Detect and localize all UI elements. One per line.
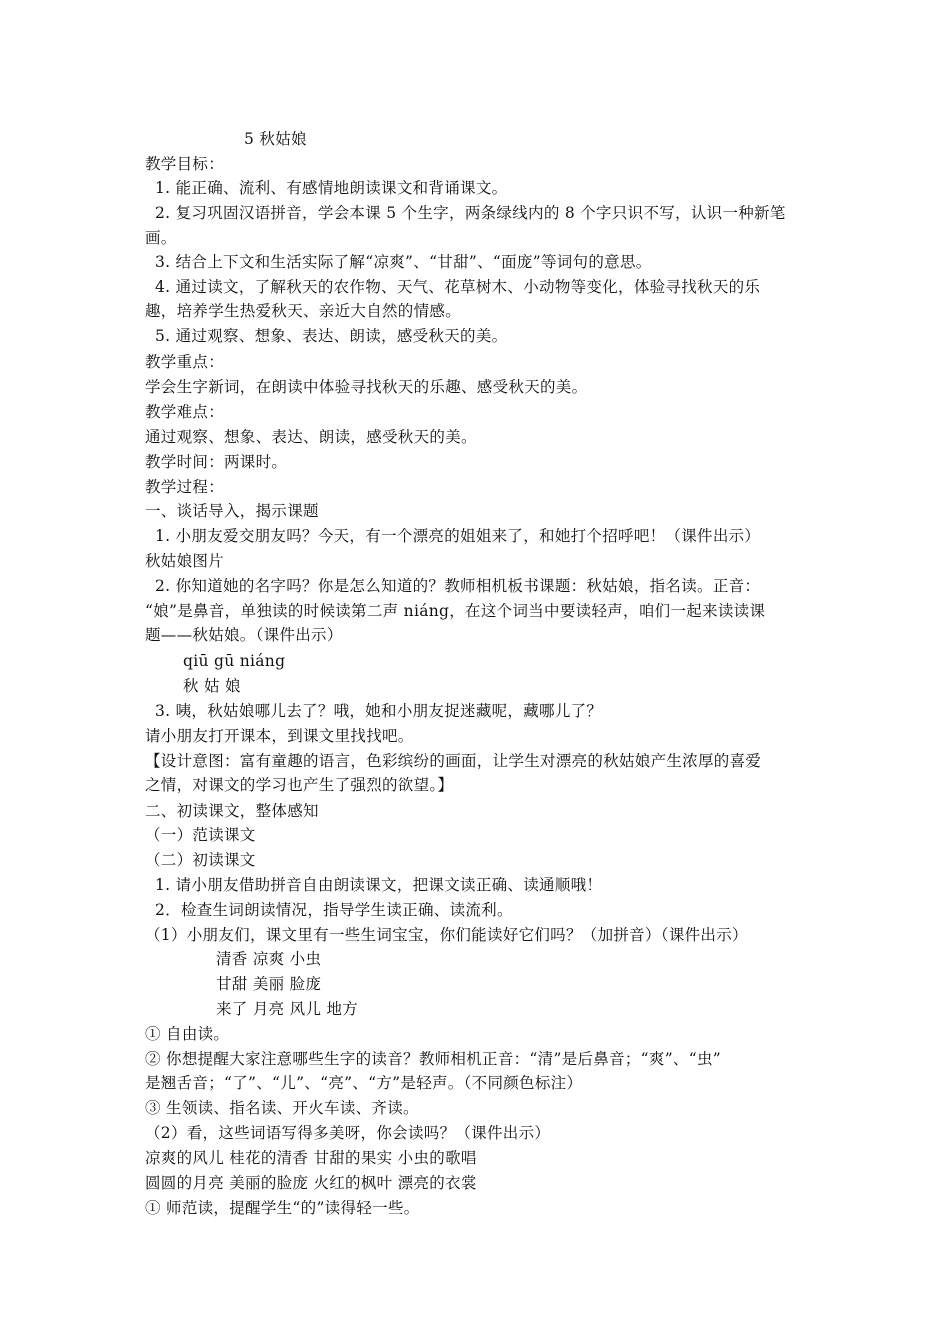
text-line: 秋姑娘图片 [145, 552, 225, 570]
text-line: 3. 咦，秋姑娘哪儿去了？哦，她和小朋友捉迷藏呢，藏哪儿了？ [155, 702, 603, 720]
text-line: 凉爽的风儿 桂花的清香 甘甜的果实 小虫的歌唱 [145, 1149, 477, 1167]
text-line: 2. 复习巩固汉语拼音，学会本课 5 个生字，两条绿线内的 8 个字只识不写，认识一种新笔 [155, 204, 786, 222]
text-line: 1. 能正确、流利、有感情地朗读课文和背诵课文。 [155, 179, 508, 197]
text-line: （2）看，这些词语写得多美呀，你会读吗？（课件出示） [145, 1124, 551, 1142]
text-line: 通过观察、想象、表达、朗读，感受秋天的美。 [145, 428, 477, 446]
text-line: （一）范读课文 [145, 826, 256, 844]
text-line: 圆圆的月亮 美丽的脸庞 火红的枫叶 漂亮的衣裳 [145, 1174, 477, 1192]
text-line: 2．检查生词朗读情况，指导学生读正确、读流利。 [155, 901, 513, 919]
text-line: 学会生字新词，在朗读中体验寻找秋天的乐趣、感受秋天的美。 [145, 378, 588, 396]
text-line: 题——秋姑娘。（课件出示） [145, 626, 343, 644]
text-line: 3. 结合上下文和生活实际了解“凉爽”、“甘甜”、“面庞”等词句的意思。 [155, 253, 652, 271]
text-line: 教学重点： [145, 353, 225, 371]
text-line: ③ 生领读、指名读、开火车读、齐读。 [145, 1099, 419, 1117]
text-line: 趣，培养学生热爱秋天、亲近大自然的情感。 [145, 302, 462, 320]
text-line: 甘甜 美丽 脸庞 [216, 975, 322, 993]
text-line: 1. 小朋友爱交朋友吗？今天，有一个漂亮的姐姐来了，和她打个招呼吧！（课件出示） [155, 527, 761, 545]
text-line: （1）小朋友们，课文里有一些生词宝宝，你们能读好它们吗？（加拼音）（课件出示） [145, 926, 748, 944]
text-line: 清香 凉爽 小虫 [216, 950, 322, 968]
text-line: ① 自由读。 [145, 1025, 230, 1043]
text-line: 秋 姑 娘 [183, 677, 241, 695]
text-line: 2. 你知道她的名字吗？你是怎么知道的？教师相机板书课题：秋姑娘，指名读。正音： [155, 577, 761, 595]
text-line: qiū gū niáng [183, 652, 286, 670]
text-line: ① 师范读，提醒学生“的”读得轻一些。 [145, 1199, 420, 1217]
text-line: 画。 [145, 229, 177, 247]
text-line: 教学时间：两课时。 [145, 453, 288, 471]
text-line: 1. 请小朋友借助拼音自由朗读课文，把课文读正确、读通顺哦！ [155, 876, 603, 894]
text-line: “娘”是鼻音，单独读的时候读第二声 niáng，在这个词当中要读轻声，咱们一起来读读课 [145, 602, 766, 620]
text-line: 教学目标： [145, 155, 225, 173]
text-line: 之情，对课文的学习也产生了强烈的欲望。】 [145, 776, 454, 794]
text-line: 一、谈话导入，揭示课题 [145, 502, 319, 520]
text-line: 4. 通过读文，了解秋天的农作物、天气、花草树木、小动物等变化，体验寻找秋天的乐 [155, 278, 761, 296]
document-title: 5 秋姑娘 [244, 130, 307, 148]
text-line: ② 你想提醒大家注意哪些生字的读音？教师相机正音：“清”是后鼻音；“爽”、“虫” [145, 1050, 721, 1068]
text-line: 是翘舌音；“了”、“儿”、“亮”、“方”是轻声。（不同颜色标注） [145, 1074, 583, 1092]
text-line: 教学难点： [145, 403, 225, 421]
text-line: 二、初读课文，整体感知 [145, 802, 319, 820]
text-line: 【设计意图：富有童趣的语言，色彩缤纷的画面，让学生对漂亮的秋姑娘产生浓厚的喜爱 [145, 752, 762, 770]
text-line: 5. 通过观察、想象、表达、朗读，感受秋天的美。 [155, 327, 508, 345]
text-line: 教学过程： [145, 478, 225, 496]
text-line: （二）初读课文 [145, 851, 256, 869]
text-line: 请小朋友打开课本，到课文里找找吧。 [145, 727, 414, 745]
text-line: 来了 月亮 风儿 地方 [216, 1000, 359, 1018]
